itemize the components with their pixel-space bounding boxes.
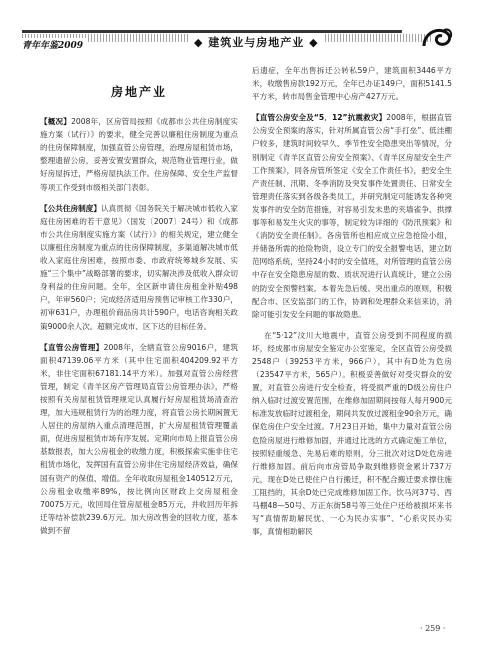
right-column <box>252 64 452 546</box>
page-number: · 259 · <box>420 624 446 633</box>
overview-heading: 【概况】 <box>40 117 72 127</box>
public-housing-heading: 【直管公房管理】 <box>40 342 104 352</box>
overview-paragraph <box>40 115 238 194</box>
swirl-logo-icon <box>420 24 454 52</box>
continued-paragraph: 后遗症，全年出售拆迁公转私59户，建筑面积3446平方米，收缴售房款192万元，全年已办证149户，面积5141.5平方米，转市局售金管理中心房产427万元。 <box>252 66 452 102</box>
housing-system-heading: 【公共住房制度】 <box>40 203 101 213</box>
housing-system-text: 认真贯彻《国务院关于解决城市低收入家庭住房困难的若干意见》（国发〔2007〕24号）和《成都市公共住房制度实施方案（试行）》的相关规定，建立健全以廉租住房制度为重点的住房保障制度，多渠道解决城市低收入家庭住房困难，按照市委、市政府统筹城乡发展、实施“三个集中”战略部署的要求，切实解决涉及低收入群众切身利益的住房问题。全年，全区新申请住房租金补贴498户，年审560户；完成经济适用房预售记审核工作330户，初审631户，办理租价商品房共计590户，电话咨询相关政策9000余人次。超额完成市、区下达的目标任务。 <box>40 203 239 331</box>
earthquake-paragraph: 在“5·12”汶川大地震中，直管公房受到不同程度的损坏，经成都市房屋安全鉴定办公室鉴定，全区直管公房受损2548户（39253平方米，966户），其中有D处为危房（23547平方米，565户）。积极妥善做好对受灾群众的安置，对直管公房进行安全检查，将受损严重的D级公房住户纳入临时过渡安置范围，在维修加固期间按每人每月900元标准发放临时过渡租金，期间共发放过渡租金90余万元，确保危房住户安全过渡。7月23日开始，集中力量对直管公房危险房屋进行维修加固，并通过比选的方式确定施工单位，按照轻重缓急、先易后难的原则，分三批次对这D处危房进行维修加固。前后向市房管局争取到维修资金累计737万元，现在D处已使住户自行搬迁，积不配合搬迁要求撑住施工阻挡的，其余D处已完成维修加固工作。饮马河37号、西马棚48—50号、万正东街58号等三处住户还给被损坏来书写“真情帮助解民忧、一心为民办实事”、“心系灾民办实事，真情相助解民 <box>252 330 452 537</box>
safety-text: 2008年，根据直管公房安全预案的落实，针对所属直管公房“手打垒”、低洼棚户较多，建筑时间较早久、季节性安全隐患突出等情况，分别制定《青羊区直管公房安全预案》、《青羊区房屋安全生产工作预案》，同各房管所签定《安全工作责任书》，把安全生产责任制、汛期、冬季消防及突发事件处置责任、日常安全管理责任落实到各级各类员工，并研究制定可能诱发各种突发事件的安全防范措施，对容易引发未患的夹墙雀争、拱撑事等和易发生火灾的事等，制定较为详细的《防汛预案》和《消防安全责任制》。各房管所也相应成立应急抢险小组，并储备所需的抢险物资，设立专门的安全报警电话，建立防范网络系统，坚持24小时的安全值班，对所管理的直管公房中存在安全隐患房屋的数、质状况进行认真统计，建立公房的防安全预警档案。本着先急后缓、突出重点的原则，积极配合市、区安监部门的工作，协调和处理群众来信来访，消除可能引发安全问题的事故隐患。 <box>252 113 452 319</box>
public-housing-paragraph <box>40 341 238 537</box>
safety-paragraph <box>252 111 452 321</box>
section-title: ◆ 建筑业与房地产业 ◆ <box>188 34 325 50</box>
yearbook-title: 青年年鉴2009 <box>22 38 87 51</box>
housing-system-paragraph <box>40 202 238 333</box>
public-housing-text: 2008年，全辖直管公房9016户，建筑面积47139.06平方米（其中住宅面积404209.92平方米，非住宅面积67181.14平方米）。加强对直管公房经营管理，制定《青羊区房产管理局直管公房管理办法》，严格按照有关房屋租赁管理规定认真履行好房屋租赁场清查治理，加大违规租赁行为的治理力度，将直管公房长期闲置无人居住的房屋纳入重点清理范围，扩大房屋租赁管理覆盖面，促进房屋租赁市场有序发展。定期向市局上报直管公房基数报表，加大公房租金的收缴力度，积极探索实施非住宅租赁市场化，发挥国有直管公房非住宅房屋经济效益，确保国有资产的保值、增值。全年收取房屋租金140512万元，公房租金收缴率89%，按比例向区财政上交房屋租金70075万元，收回局住管房屋租金85万元，并收回历年拆迁等结补偿款239.6万元。加大房改售金的回收力度，基本做到不留 <box>40 342 239 535</box>
left-column <box>40 64 238 545</box>
page-header <box>0 0 480 56</box>
overview-text: 2008年，区房管局按照《成都市公共住房制度实施方案（试行）》的要求，健全完善以廉租住房制度为重点的住房保障制度，加强直管公房管理，治理房屋租赁市场，整理遗留公房，妥善安置安置群众，规范物业管理行业，做好房屋拆迁，严格房屋执法工作。住房保障、安全生产监督等项工作受到市级相关部门表彰。 <box>40 117 238 192</box>
safety-heading: 【直管公房安全及“5．12”抗震救灾】 <box>252 113 387 123</box>
article-title: 房地产业 <box>110 85 167 99</box>
